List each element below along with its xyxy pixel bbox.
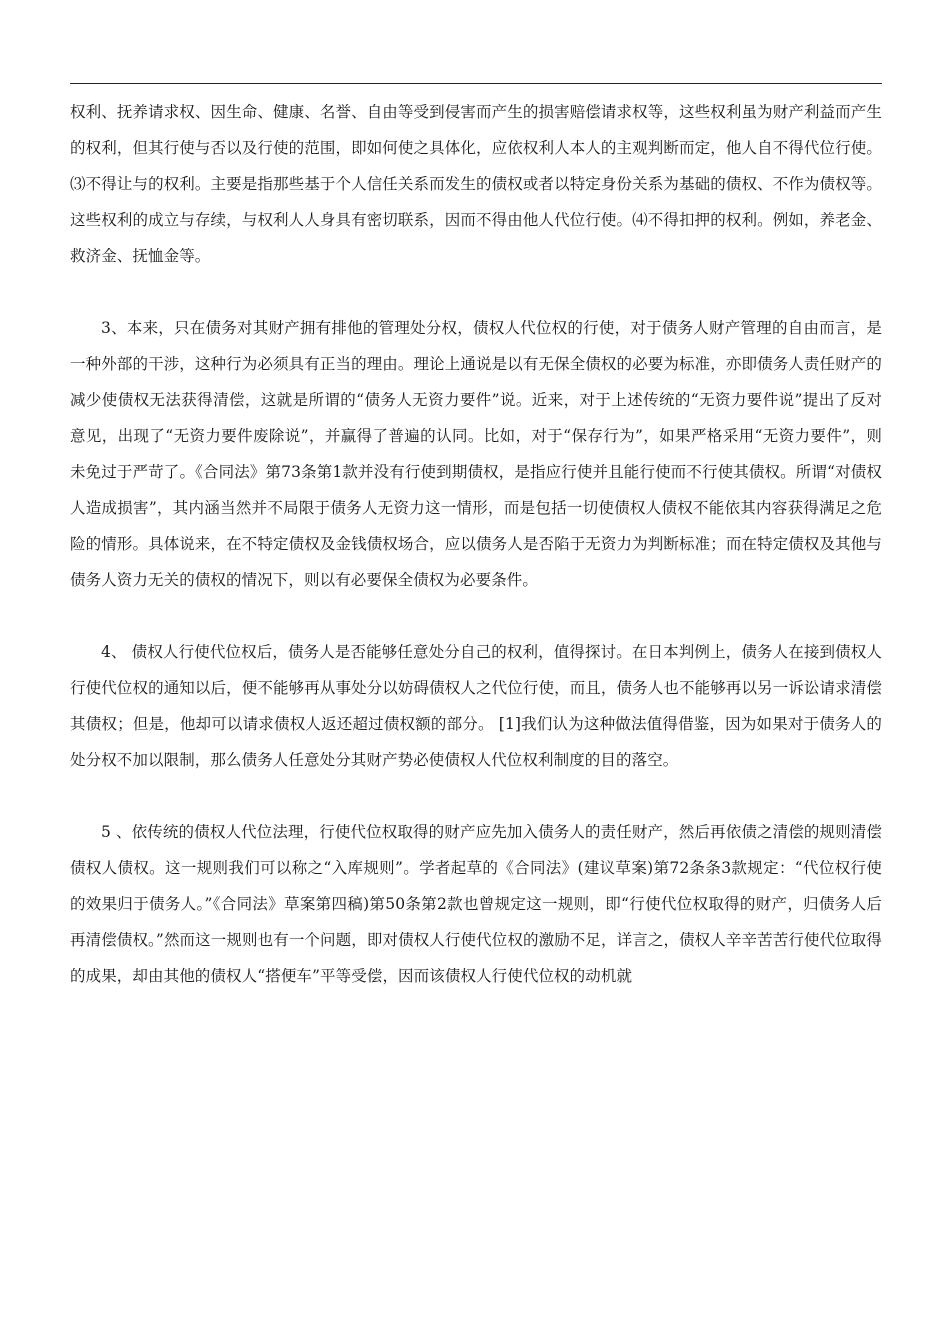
paragraph-4: 4、 债权人行使代位权后，债务人是否能够任意处分自己的权利，值得探讨。在日本判例上，债务人在接到债权人行使代位权的通知以后，便不能够再从事处分以妨碍债权人之代位行使，而且，债务人也不能够再以另一诉讼请求清偿其债权；但是，他却可以请求债权人返还超过债权额的部分。 [1]我们认为这种做法值得借鉴，因为如果对于债务人的处分权不加以限制，那么债务人任意处分其财产势必使债权人代位权利制度的目的落空。 bbox=[70, 643, 882, 769]
paragraph-3: 3、本来，只在债务对其财产拥有排他的管理处分权，债权人代位权的行使，对于债务人财产管理的自由而言，是一种外部的干涉，这种行为必须具有正当的理由。理论上通说是以有无保全债权的必要为标准，亦即债务人责任财产的减少使债权无法获得清偿，这就是所谓的“债务人无资力要件”说。近来，对于上述传统的“无资力要件说”提出了反对意见，出现了“无资力要件废除说”，并赢得了普遍的认同。比如，对于“保存行为”，如果严格采用“无资力要件”，则未免过于严苛了。《合同法》第73条第1款并没有行使到期债权，是指应行使并且能行使而不行使其债权。所谓“对债权人造成损害”，其内涵当然并不局限于债务人无资力这一情形，而是包括一切使债权人债权不能依其内容获得满足之危险的情形。具体说来，在不特定债权及金钱债权场合，应以债务人是否陷于无资力为判断标准；而在特定债权及其他与债务人资力无关的债权的情况下，则以有必要保全债权为必要条件。 bbox=[70, 319, 882, 589]
paragraph-5: 5 、依传统的债权人代位法理，行使代位权取得的财产应先加入债务人的责任财产，然后再依债之清偿的规则清偿债权人债权。这一规则我们可以称之“入库规则”。学者起草的《合同法》(建议草案)第72条条3款规定：“代位权行使的效果归于债务人。”《合同法》草案第四稿)第50条第2款也曾规定这一规则，即“行使代位权取得的财产，归债务人后再清偿债权。”然而这一规则也有一个问题，即对债权人行使代位权的激励不足，详言之，债权人辛辛苦苦行使代位取得的成果，却由其他的债权人“搭便车”平等受偿，因而该债权人行使代位权的动机就 bbox=[70, 823, 882, 985]
paragraph-gap bbox=[70, 598, 882, 634]
paragraph-continuation: 权利、抚养请求权、因生命、健康、名誉、自由等受到侵害而产生的损害赔偿请求权等，这些权利虽为财产利益而产生的权利，但其行使与否以及行使的范围，即如何使之具体化，应依权利人本人的主观判断而定，他人自不得代位行使。⑶不得让与的权利。主要是指那些基于个人信任关系而发生的债权或者以特定身份关系为基础的债权、不作为债权等。这些权利的成立与存续，与权利人人身具有密切联系，因而不得由他人代位行使。⑷不得扣押的权利。例如，养老金、救济金、抚恤金等。 bbox=[70, 103, 882, 265]
paragraph-gap bbox=[70, 274, 882, 310]
document-body bbox=[70, 94, 882, 994]
header-rule bbox=[70, 83, 882, 84]
paragraph-gap bbox=[70, 778, 882, 814]
